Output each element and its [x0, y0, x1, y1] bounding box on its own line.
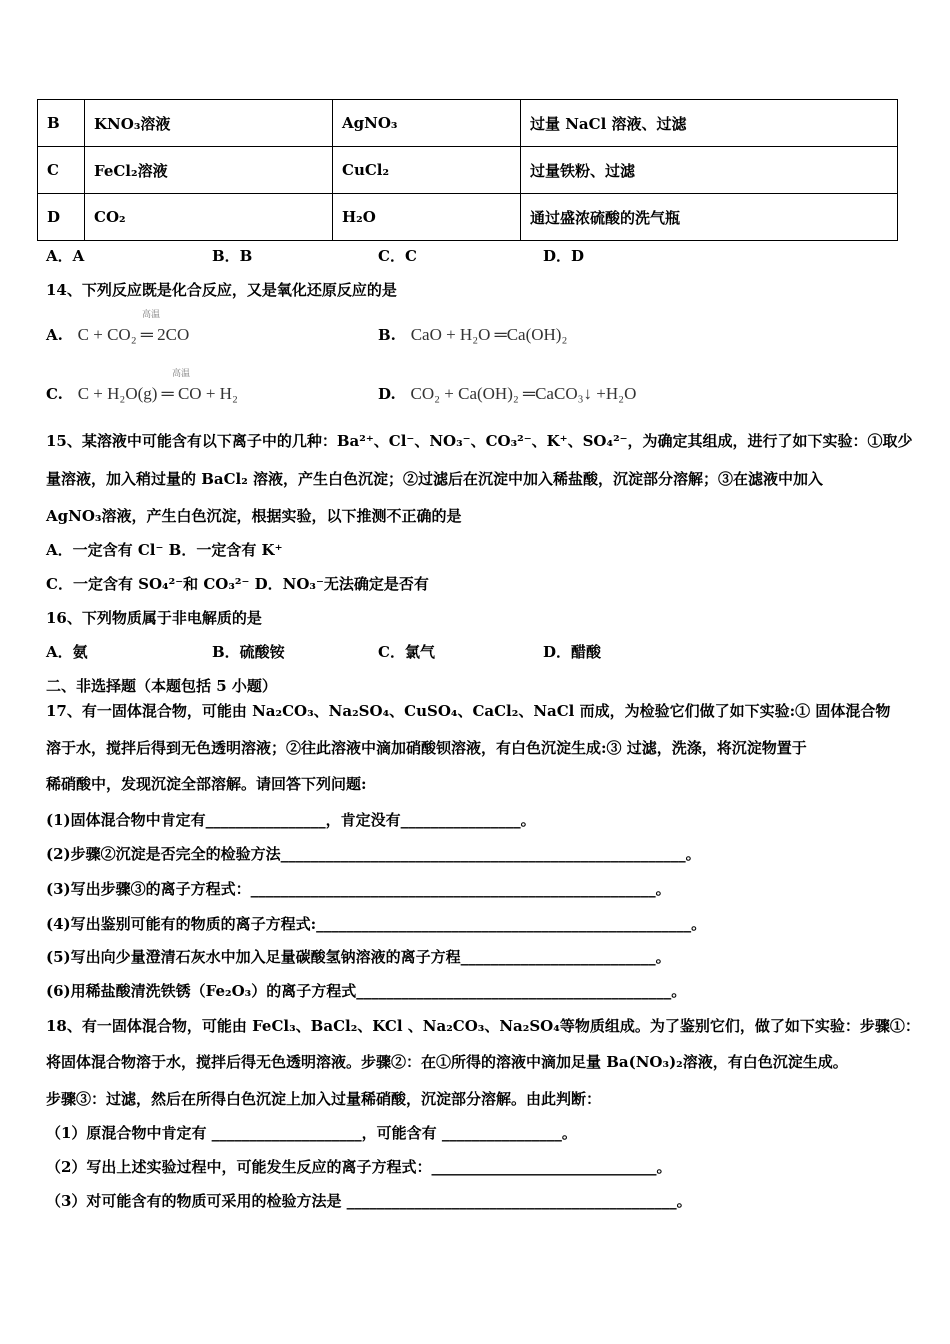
substance-cell: KNO₃溶液 [85, 100, 333, 147]
q14-b-label: B. [378, 326, 396, 344]
row-label: C [38, 147, 85, 194]
q14-c-condition-label: 高温 [172, 369, 191, 379]
q14-a-equation: C + CO₂ ═ 2CO [77, 325, 190, 344]
table-row [38, 100, 898, 147]
q15-line: 量溶液，加入稍过量的 BaCl₂ 溶液，产生白色沉淀；②过滤后在沉淀中加入稀盐酸，沉淀部分溶解；③在滤液中加入 [46, 470, 824, 488]
q16-option-c: C．氯气 [378, 643, 435, 661]
q18-line: 将固体混合物溶于水，搅拌后得无色透明溶液。步骤②：在①所得的溶液中滴加足量 Ba(NO₃)₂溶液，有白色沉淀生成。 [46, 1053, 848, 1071]
q13-option-a: A．A [46, 247, 85, 265]
q13-option-b: B．B [212, 247, 253, 265]
q14-c-equation: C + H₂O(g) ═ CO + H₂ [77, 384, 238, 403]
q16-stem: 16、下列物质属于非电解质的是 [46, 609, 262, 627]
q16-option-a: A．氨 [46, 643, 88, 661]
q17-line: 17、有一固体混合物，可能由 Na₂CO₃、Na₂SO₄、CuSO₄、CaCl₂、NaCl 而成，为检验它们做了如下实验:① 固体混合物 [46, 702, 891, 720]
q14-stem: 14、下列反应既是化合反应，又是氧化还原反应的是 [46, 281, 397, 299]
impurity-cell: CuCl₂ [333, 147, 521, 194]
q17-sub-question: (2)步骤②沉淀是否完全的检验方法______________________________________________________。 [46, 845, 701, 863]
q13-option-c: C．C [378, 247, 417, 265]
q17-line: 溶于水，搅拌后得到无色透明溶液；②往此溶液中滴加硝酸钡溶液，有白色沉淀生成:③ 过滤，洗涤，将沉淀物置于 [46, 739, 807, 757]
q18-sub-question: （3）对可能含有的物质可采用的检验方法是 ____________________________________________。 [46, 1192, 692, 1210]
q14-a-condition-label: 高温 [142, 310, 161, 320]
substance-cell: FeCl₂溶液 [85, 147, 333, 194]
table-row [38, 194, 898, 241]
reagent-table [37, 99, 898, 241]
method-cell: 过量铁粉、过滤 [521, 147, 898, 194]
row-label: D [38, 194, 85, 241]
q18-line: 步骤③：过滤，然后在所得白色沉淀上加入过量稀硝酸，沉淀部分溶解。由此判断： [46, 1090, 602, 1108]
q13-option-d: D．D [543, 247, 585, 265]
q14-a-label: A. [46, 326, 63, 344]
q15-options-cd: C．一定含有 SO₄²⁻和 CO₃²⁻ D．NO₃⁻无法确定是否有 [46, 575, 429, 593]
q15-line: 15、某溶液中可能含有以下离子中的几种：Ba²⁺、Cl⁻、NO₃⁻、CO₃²⁻、K⁺、SO₄²⁻，为确定其组成，进行了如下实验：①取少 [46, 432, 913, 450]
q17-sub-question: (4)写出鉴别可能有的物质的离子方程式:__________________________________________________。 [46, 915, 707, 933]
impurity-cell: H₂O [333, 194, 521, 241]
q17-sub-question: (1)固体混合物中肯定有________________，肯定没有________________。 [46, 811, 536, 829]
q16-option-b: B．硫酸铵 [212, 643, 285, 661]
q17-sub-question: (6)用稀盐酸清洗铁锈（Fe₂O₃）的离子方程式__________________________________________。 [46, 982, 687, 1000]
table-row [38, 147, 898, 194]
impurity-cell: AgNO₃ [333, 100, 521, 147]
section-heading: 二、非选择题（本题包括 5 小题） [46, 677, 277, 695]
q16-option-d: D．醋酸 [543, 643, 602, 661]
q14-d-equation: CO₂ + Ca(OH)₂ ═CaCO₃↓ +H₂O [410, 384, 637, 403]
substance-cell: CO₂ [85, 194, 333, 241]
q17-line: 稀硝酸中，发现沉淀全部溶解。请回答下列问题: [46, 775, 367, 793]
method-cell: 过量 NaCl 溶液、过滤 [521, 100, 898, 147]
q15-line: AgNO₃溶液，产生白色沉淀，根据实验，以下推测不正确的是 [46, 507, 462, 525]
q18-sub-question: （1）原混合物中肯定有 ____________________，可能含有 ________________。 [46, 1124, 577, 1142]
method-cell: 通过盛浓硫酸的洗气瓶 [521, 194, 898, 241]
q18-sub-question: （2）写出上述实验过程中，可能发生反应的离子方程式：______________________________。 [46, 1158, 672, 1176]
q15-options-ab: A．一定含有 Cl⁻ B．一定含有 K⁺ [46, 541, 283, 559]
q14-b-equation: CaO + H₂O ═Ca(OH)₂ [410, 325, 568, 344]
q14-d-label: D. [378, 385, 396, 403]
row-label: B [38, 100, 85, 147]
q17-sub-question: (3)写出步骤③的离子方程式：______________________________________________________。 [46, 880, 671, 898]
q17-sub-question: (5)写出向少量澄清石灰水中加入足量碳酸氢钠溶液的离子方程__________________________。 [46, 948, 671, 966]
q18-line: 18、有一固体混合物，可能由 FeCl₃、BaCl₂、KCl 、Na₂CO₃、Na₂SO₄等物质组成。为了鉴别它们，做了如下实验：步骤①： [46, 1017, 920, 1035]
q14-c-label: C. [46, 385, 63, 403]
